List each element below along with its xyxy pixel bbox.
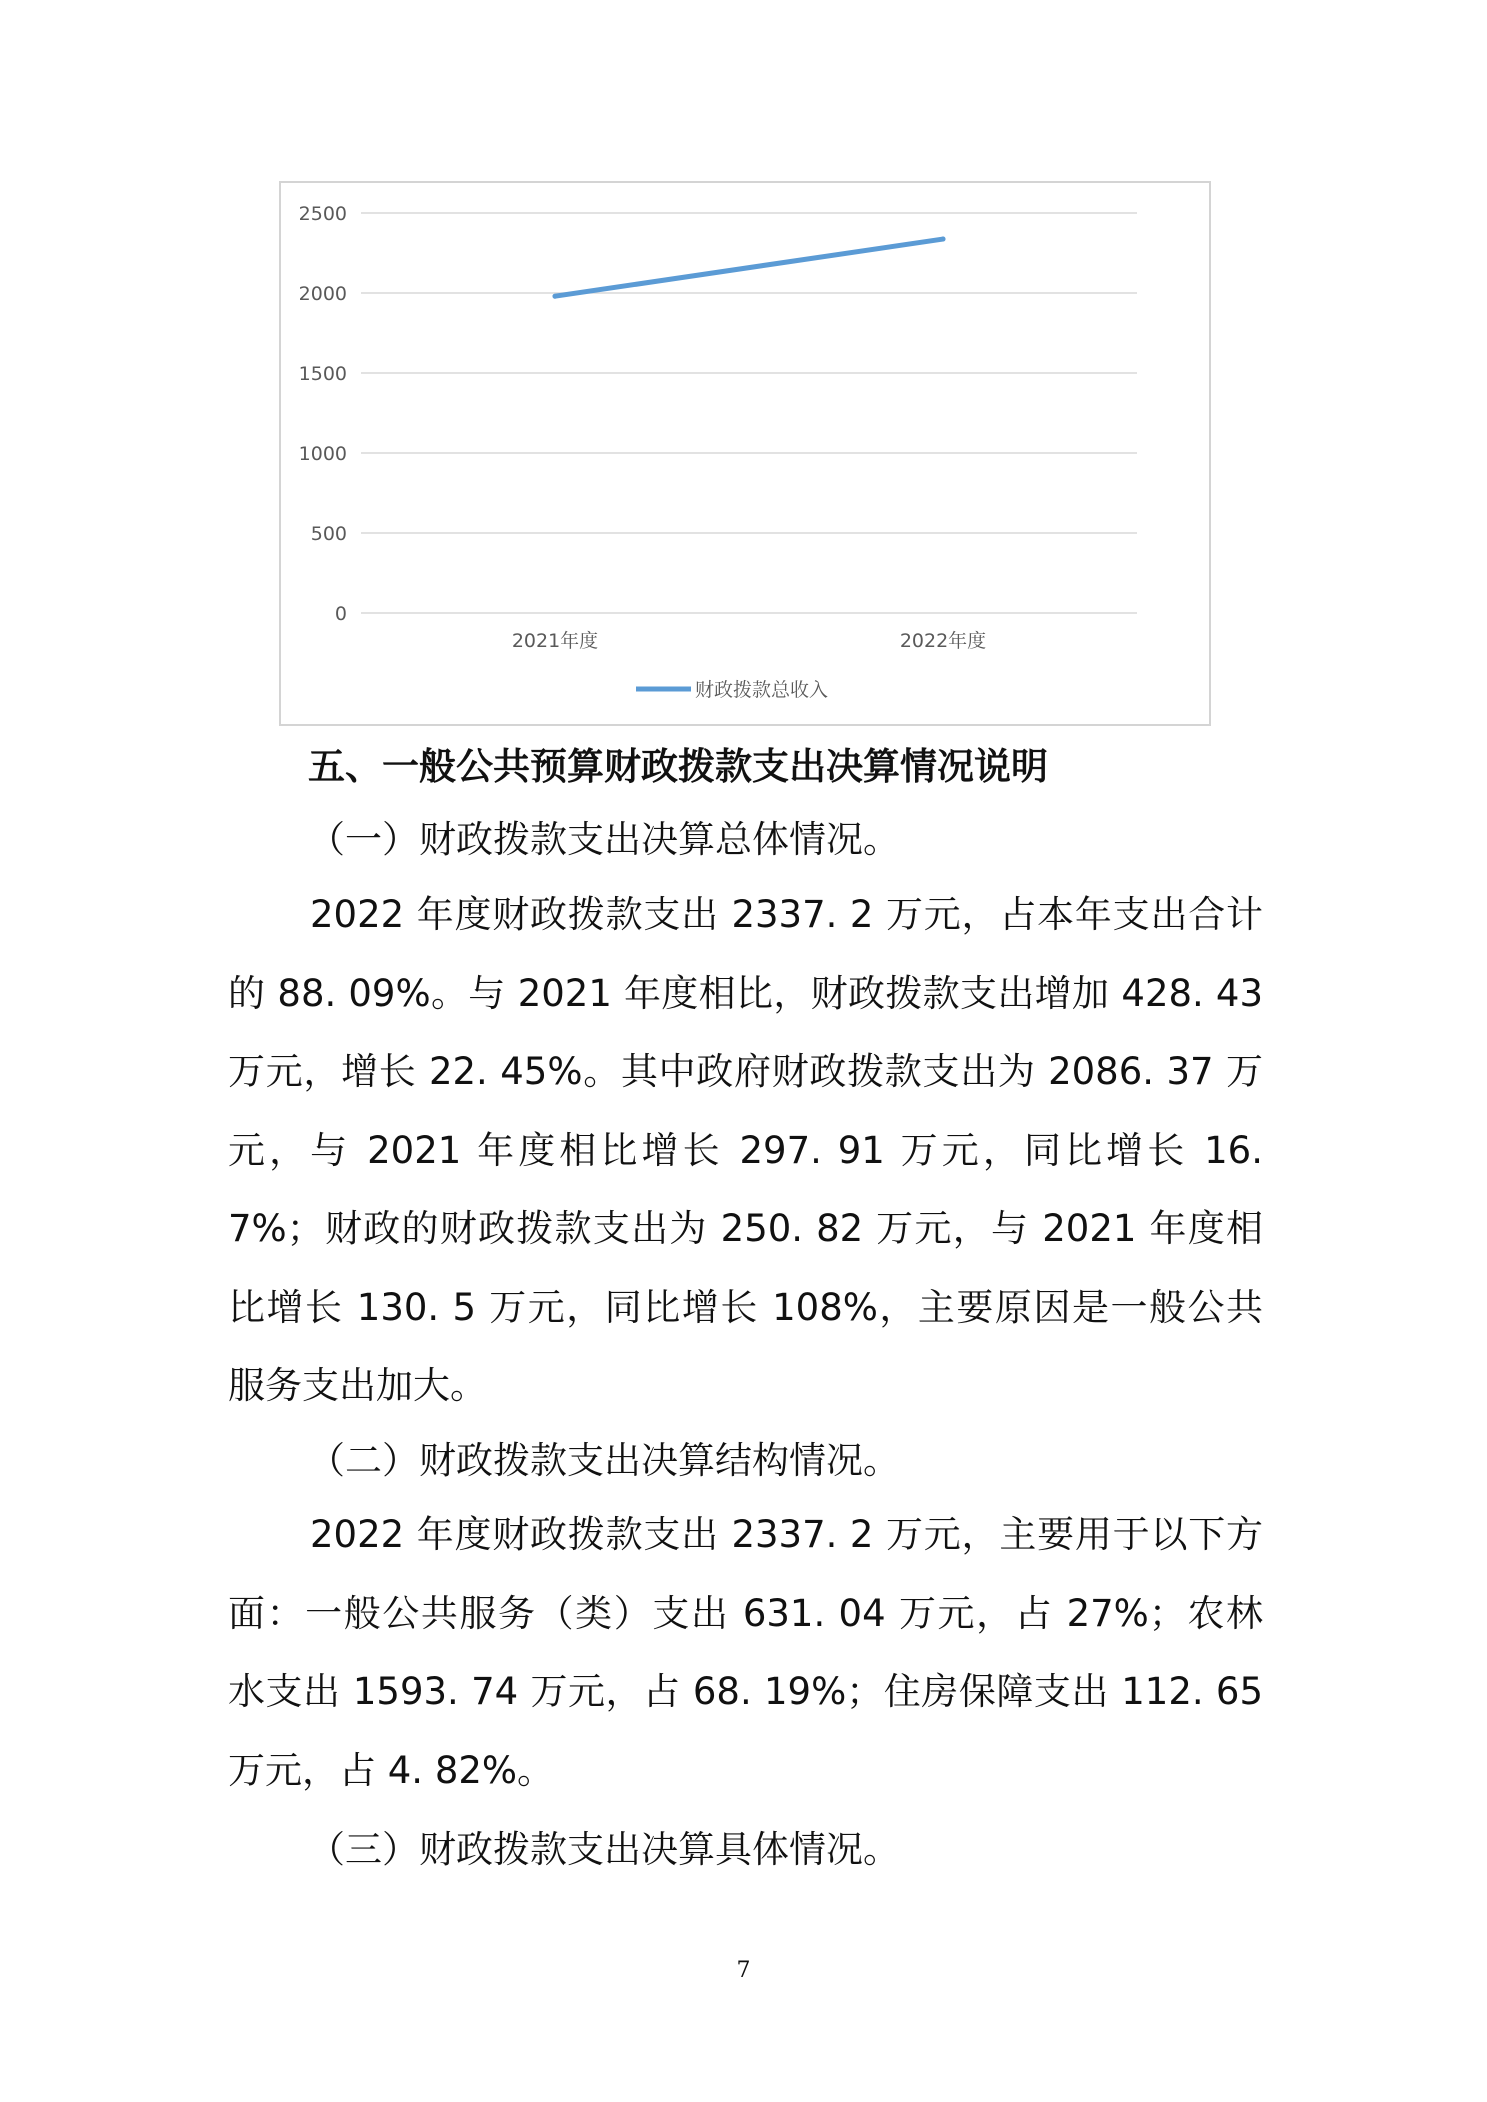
y-tick-label: 2500 <box>298 203 347 225</box>
series-line <box>555 239 943 296</box>
paragraph-structure: 2022 年度财政拨款支出 2337. 2 万元，主要用于以下方面：一般公共服务（类）支出 631. 04 万元，占 27%；农林水支出 1593. 74 万元，占 68. 19%；住房保障支出 112. 65 万元，占 4. 82%。 <box>228 1513 1263 1792</box>
income-line-chart <box>279 181 1211 726</box>
subsection-3-title: （三）财政拨款支出决算具体情况。 <box>308 1828 900 1871</box>
subsection-1-title: （一）财政拨款支出决算总体情况。 <box>308 818 900 861</box>
subsection-2-title: （二）财政拨款支出决算结构情况。 <box>308 1439 900 1482</box>
paragraph-overall: 2022 年度财政拨款支出 2337. 2 万元，占本年支出合计的 88. 09%。与 2021 年度相比，财政拨款支出增加 428. 43 万元，增长 22. 45%。其中政府财政拨款支出为 2086. 37 万元，与 2021 年度相比增长 297. 91 万元，同比增长 16. 7%；财政的财政拨款支出为 250. 82 万元，与 2021 年度相比增长 130. 5 万元，同比增长 108%，主要原因是一般公共服务支出加大。 <box>228 893 1263 1407</box>
section-heading: 五、一般公共预算财政拨款支出决算情况说明 <box>308 745 1048 788</box>
y-tick-label: 0 <box>334 603 347 625</box>
data-point <box>553 294 558 299</box>
page-number: 7 <box>736 1958 751 1983</box>
chart-canvas <box>281 183 1209 724</box>
x-tick-label: 2021年度 <box>511 630 599 652</box>
y-tick-label: 1000 <box>298 443 347 465</box>
y-tick-label: 500 <box>310 523 347 545</box>
data-point <box>941 237 946 242</box>
y-tick-label: 2000 <box>298 283 347 305</box>
y-tick-label: 1500 <box>298 363 347 385</box>
legend-label: 财政拨款总收入 <box>695 679 829 701</box>
x-tick-label: 2022年度 <box>899 630 987 652</box>
